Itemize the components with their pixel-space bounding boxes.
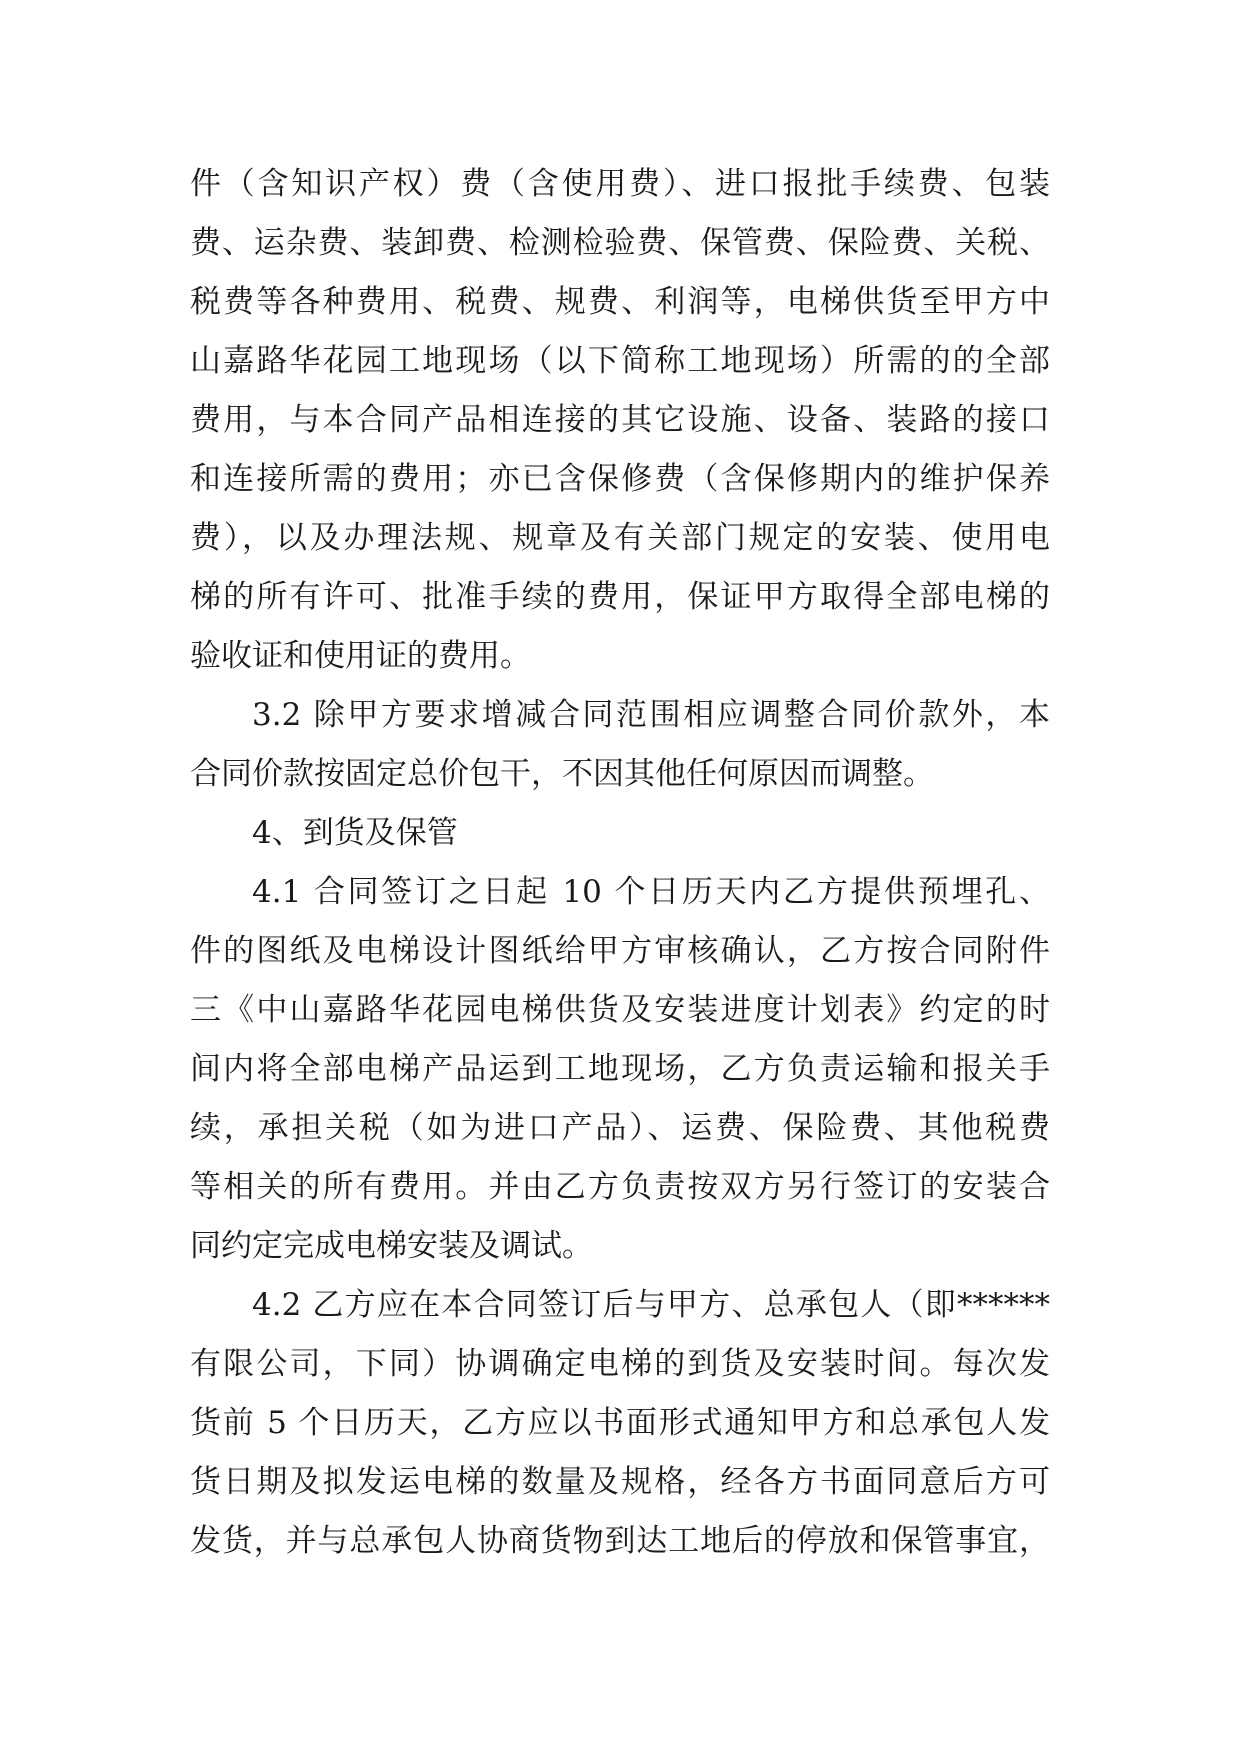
text-line: 梯的所有许可、批准手续的费用，保证甲方取得全部电梯的 <box>190 579 1050 615</box>
section-heading: 4、到货及保管 <box>252 815 458 851</box>
text-line: 货前 5 个日历天，乙方应以书面形式通知甲方和总承包人发 <box>190 1405 1050 1441</box>
text-line: 费、运杂费、装卸费、检测检验费、保管费、保险费、关税、 <box>190 225 1050 261</box>
text-line: 山嘉路华花园工地现场（以下简称工地现场）所需的的全部 <box>190 343 1050 379</box>
text-line: 费用，与本合同产品相连接的其它设施、设备、装路的接口 <box>190 402 1050 438</box>
paragraph-4-2-first-line: 4.2 乙方应在本合同签订后与甲方、总承包人（即****** <box>252 1287 1050 1323</box>
text-line: 发货，并与总承包人协商货物到达工地后的停放和保管事宜， <box>190 1523 1050 1559</box>
text-line: 三《中山嘉路华花园电梯供货及安装进度计划表》约定的时 <box>190 992 1050 1028</box>
text-line: 有限公司，下同）协调确定电梯的到货及安装时间。每次发 <box>190 1346 1050 1382</box>
text-line: 费），以及办理法规、规章及有关部门规定的安装、使用电 <box>190 520 1050 556</box>
text-line: 货日期及拟发运电梯的数量及规格，经各方书面同意后方可 <box>190 1464 1050 1500</box>
paragraph-3-2-first-line: 3.2 除甲方要求增减合同范围相应调整合同价款外，本 <box>252 697 1050 733</box>
text-line: 件的图纸及电梯设计图纸给甲方审核确认，乙方按合同附件 <box>190 933 1050 969</box>
text-line: 同约定完成电梯安装及调试。 <box>190 1228 593 1264</box>
text-line: 间内将全部电梯产品运到工地现场，乙方负责运输和报关手 <box>190 1051 1050 1087</box>
text-line: 件（含知识产权）费（含使用费）、进口报批手续费、包装 <box>190 166 1050 202</box>
text-line: 合同价款按固定总价包干，不因其他任何原因而调整。 <box>190 756 934 792</box>
text-line: 续，承担关税（如为进口产品）、运费、保险费、其他税费 <box>190 1110 1050 1146</box>
text-line: 和连接所需的费用；亦已含保修费（含保修期内的维护保养 <box>190 461 1050 497</box>
paragraph-4-1-first-line: 4.1 合同签订之日起 10 个日历天内乙方提供预埋孔、 <box>252 874 1050 910</box>
text-line: 税费等各种费用、税费、规费、利润等，电梯供货至甲方中 <box>190 284 1050 320</box>
text-line: 验收证和使用证的费用。 <box>190 638 531 674</box>
text-line: 等相关的所有费用。并由乙方负责按双方另行签订的安装合 <box>190 1169 1050 1205</box>
